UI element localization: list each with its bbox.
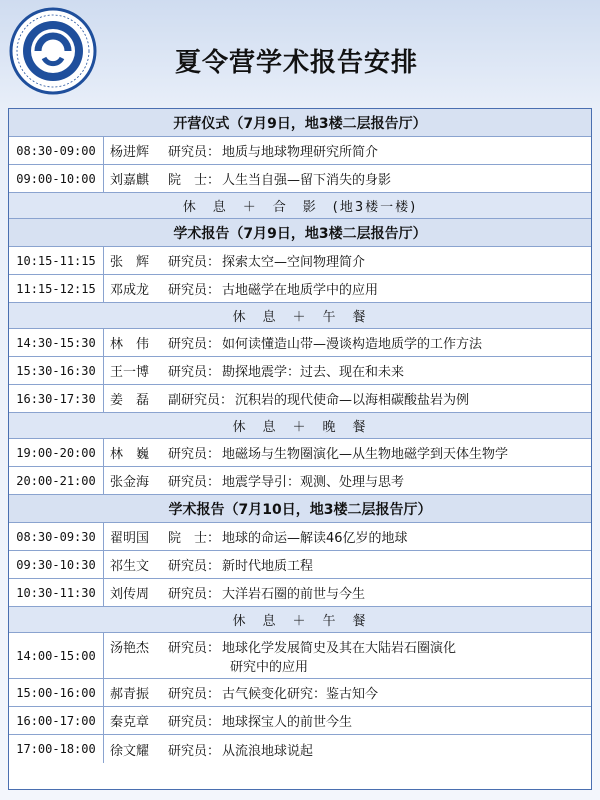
break-row: 休 息 ＋ 合 影 (地3楼一楼)	[9, 193, 591, 219]
talk-topic: 新时代地质工程	[222, 559, 314, 574]
talk-topic: 古气候变化研究：鉴古知今	[222, 687, 379, 702]
time-slot: 09:30-10:30	[9, 551, 104, 578]
speaker-role: 研究员：	[168, 475, 221, 490]
talk-info	[104, 247, 591, 274]
schedule-table	[8, 108, 592, 790]
speaker-name: 张 辉	[110, 255, 150, 270]
time-slot: 17:00-18:00	[9, 735, 104, 763]
talk-info	[104, 329, 591, 356]
table-row	[9, 137, 591, 165]
time-slot: 16:00-17:00	[9, 707, 104, 734]
talk-topic: 如何读懂造山带—漫谈构造地质学的工作方法	[222, 337, 483, 352]
table-row	[9, 329, 591, 357]
talk-topic: 古地磁学在地质学中的应用	[222, 283, 379, 298]
section-heading: 开营仪式（7月9日，地3楼二层报告厅）	[9, 109, 591, 137]
table-row	[9, 523, 591, 551]
speaker-role: 研究员：	[168, 283, 221, 298]
speaker-role: 副研究员：	[168, 393, 234, 408]
time-slot: 09:00-10:00	[9, 165, 104, 192]
speaker-name: 刘嘉麒	[110, 173, 150, 188]
time-slot: 15:30-16:30	[9, 357, 104, 384]
talk-info	[104, 735, 591, 763]
speaker-name: 杨进辉	[110, 145, 150, 160]
speaker-role: 研究员：	[168, 145, 221, 160]
section-heading: 学术报告（7月10日，地3楼二层报告厅）	[9, 495, 591, 523]
time-slot: 10:15-11:15	[9, 247, 104, 274]
institute-logo-icon	[8, 6, 98, 96]
talk-topic: 从流浪地球说起	[222, 743, 314, 759]
table-row	[9, 579, 591, 607]
talk-info	[104, 275, 591, 302]
talk-info	[104, 137, 591, 164]
table-row	[9, 551, 591, 579]
talk-info	[104, 439, 591, 466]
speaker-name: 王一博	[110, 365, 150, 380]
talk-topic: 地震学导引：观测、处理与思考	[222, 475, 405, 490]
table-row	[9, 385, 591, 413]
speaker-name: 汤艳杰	[110, 640, 150, 656]
talk-info	[104, 707, 591, 734]
speaker-name: 姜 磊	[110, 393, 150, 408]
table-row	[9, 275, 591, 303]
speaker-name: 秦克章	[110, 715, 150, 730]
time-slot: 10:30-11:30	[9, 579, 104, 606]
talk-info	[104, 467, 591, 494]
time-slot: 14:00-15:00	[9, 633, 104, 678]
talk-info	[104, 523, 591, 550]
time-slot: 20:00-21:00	[9, 467, 104, 494]
speaker-role: 研究员：	[168, 365, 221, 380]
speaker-role: 研究员：	[168, 337, 221, 352]
table-row	[9, 247, 591, 275]
table-row	[9, 165, 591, 193]
time-slot: 08:30-09:30	[9, 523, 104, 550]
talk-topic-continued: 研究中的应用	[230, 659, 309, 675]
speaker-name: 郝青振	[110, 687, 150, 702]
table-row	[9, 735, 591, 763]
talk-topic: 沉积岩的现代使命—以海相碳酸盐岩为例	[235, 393, 470, 408]
talk-info	[104, 551, 591, 578]
table-row	[9, 439, 591, 467]
section-heading: 学术报告（7月9日，地3楼二层报告厅）	[9, 219, 591, 247]
talk-topic: 人生当自强—留下消失的身影	[222, 173, 392, 188]
table-row	[9, 633, 591, 679]
time-slot: 14:30-15:30	[9, 329, 104, 356]
break-row: 休 息 ＋ 晚 餐	[9, 413, 591, 439]
speaker-name: 邓成龙	[110, 283, 150, 298]
talk-info	[104, 579, 591, 606]
speaker-role: 研究员：	[168, 559, 221, 574]
speaker-role: 研究员：	[168, 640, 221, 656]
break-row: 休 息 ＋ 午 餐	[9, 303, 591, 329]
talk-topic: 勘探地震学：过去、现在和未来	[222, 365, 405, 380]
speaker-name: 林 伟	[110, 337, 150, 352]
talk-topic: 地球的命运—解读46亿岁的地球	[222, 531, 408, 546]
speaker-role: 院 士：	[168, 531, 221, 546]
speaker-role: 研究员：	[168, 715, 221, 730]
talk-info	[104, 385, 591, 412]
talk-info	[104, 633, 591, 678]
speaker-name: 刘传周	[110, 587, 150, 602]
page-header	[0, 0, 600, 100]
time-slot: 16:30-17:30	[9, 385, 104, 412]
talk-info	[104, 165, 591, 192]
speaker-role: 研究员：	[168, 687, 221, 702]
speaker-name: 林 巍	[110, 447, 150, 462]
talk-info	[104, 679, 591, 706]
table-row	[9, 467, 591, 495]
talk-topic: 探索太空—空间物理简介	[222, 255, 366, 270]
talk-topic: 大洋岩石圈的前世与今生	[222, 587, 366, 602]
time-slot: 15:00-16:00	[9, 679, 104, 706]
speaker-name: 张金海	[110, 475, 150, 490]
talk-info	[104, 357, 591, 384]
talk-topic: 地质与地球物理研究所简介	[222, 145, 379, 160]
speaker-role: 研究员：	[168, 587, 221, 602]
table-row	[9, 679, 591, 707]
time-slot: 11:15-12:15	[9, 275, 104, 302]
speaker-name: 祁生文	[110, 559, 150, 574]
table-row	[9, 707, 591, 735]
talk-topic: 地球化学发展简史及其在大陆岩石圈演化	[222, 640, 457, 656]
page-title: 夏令营学术报告安排	[175, 48, 419, 78]
speaker-name: 徐文耀	[110, 743, 150, 759]
talk-topic: 地磁场与生物圈演化—从生物地磁学到天体生物学	[222, 447, 509, 462]
speaker-role: 研究员：	[168, 743, 221, 759]
break-row: 休 息 ＋ 午 餐	[9, 607, 591, 633]
time-slot: 08:30-09:00	[9, 137, 104, 164]
time-slot: 19:00-20:00	[9, 439, 104, 466]
speaker-role: 院 士：	[168, 173, 221, 188]
talk-topic: 地球探宝人的前世今生	[222, 715, 353, 730]
speaker-name: 翟明国	[110, 531, 150, 546]
table-row	[9, 357, 591, 385]
speaker-role: 研究员：	[168, 447, 221, 462]
speaker-role: 研究员：	[168, 255, 221, 270]
